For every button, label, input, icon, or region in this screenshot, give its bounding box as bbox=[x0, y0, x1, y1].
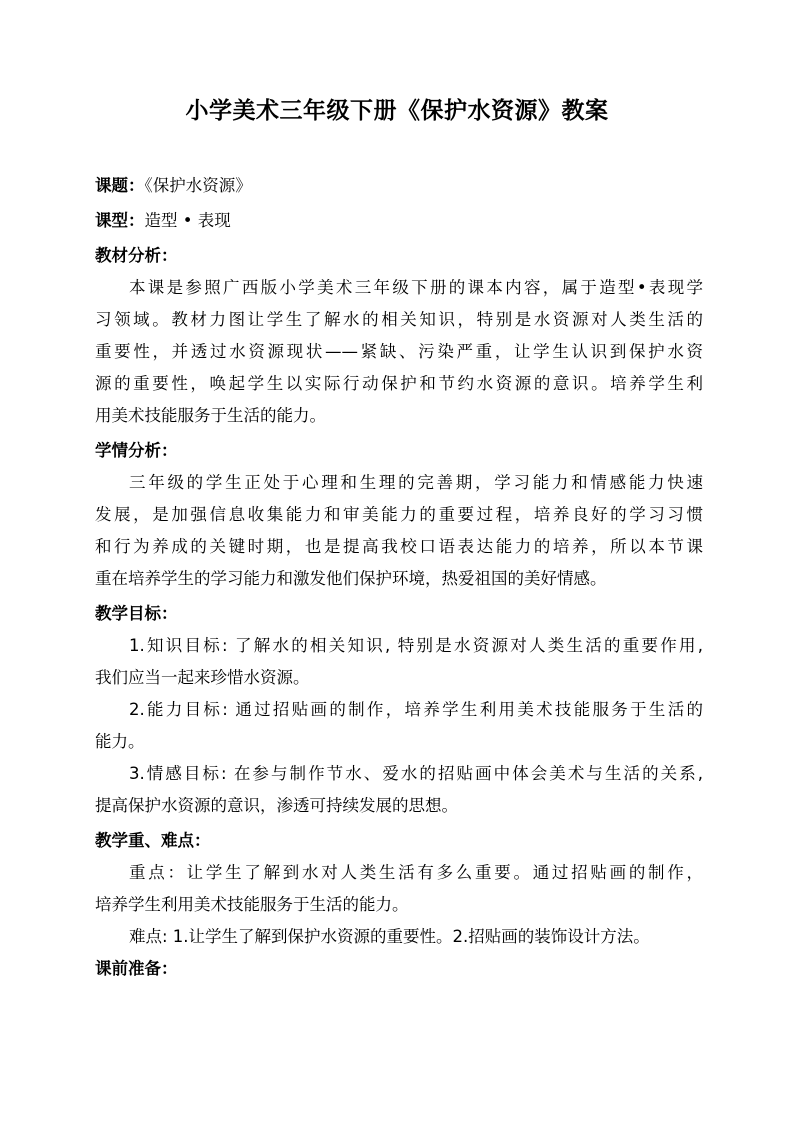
goal-line: 提高保护水资源的意识，渗透可持续发展的思想。 bbox=[95, 796, 458, 815]
key-line: 重点：让学生了解到水对人类生活有多么重要。通过招贴画的制作， bbox=[129, 863, 703, 882]
prep-heading: 课前准备： bbox=[95, 959, 178, 978]
type-value: 造型 • 表现 bbox=[144, 211, 231, 230]
key-heading: 教学重、难点： bbox=[95, 831, 211, 850]
difficulty-line: 难点: 1.让学生了解到保护水资源的重要性。2.招贴画的装饰设计方法。 bbox=[129, 927, 650, 946]
goal-line: 能力。 bbox=[95, 732, 145, 751]
learner-line: 重在培养学生的学习能力和激发他们保护环境，热爱祖国的美好情感。 bbox=[95, 569, 607, 588]
analysis-heading: 教材分析： bbox=[95, 246, 178, 265]
document-title: 小学美术三年级下册《保护水资源》教案 bbox=[185, 98, 609, 124]
analysis-line: 源的重要性，唤起学生以实际行动保护和节约水资源的意识。培养学生利 bbox=[95, 374, 703, 393]
learner-heading: 学情分析： bbox=[95, 441, 178, 460]
document-body bbox=[95, 170, 703, 985]
type-label: 课型： bbox=[95, 211, 145, 230]
learner-line: 三年级的学生正处于心理和生理的完善期，学习能力和情感能力快速 bbox=[129, 473, 703, 492]
goal-line: 2.能力目标: 通过招贴画的制作，培养学生利用美术技能服务于生活的 bbox=[129, 700, 703, 719]
subject-label: 课题： bbox=[95, 176, 145, 195]
analysis-line: 重要性，并透过水资源现状——紧缺、污染严重，让学生认识到保护水资 bbox=[95, 342, 703, 361]
goal-line: 我们应当一起来珍惜水资源。 bbox=[95, 668, 310, 687]
goal-line: 3.情感目标: 在参与制作节水、爱水的招贴画中体会美术与生活的关系, bbox=[129, 764, 703, 783]
analysis-line: 本课是参照广西版小学美术三年级下册的课本内容，属于造型•表现学 bbox=[129, 278, 703, 297]
subject-row bbox=[95, 170, 703, 202]
type-row bbox=[95, 205, 703, 237]
goals-heading: 教学目标： bbox=[95, 604, 178, 623]
learner-line: 发展，是加强信息收集能力和审美能力的重要过程，培养良好的学习习惯 bbox=[95, 505, 703, 524]
analysis-line: 习领域。教材力图让学生了解水的相关知识，特别是水资源对人类生活的 bbox=[95, 310, 703, 329]
key-line: 培养学生利用美术技能服务于生活的能力。 bbox=[95, 895, 409, 914]
goal-line: 1.知识目标: 了解水的相关知识, 特别是水资源对人类生活的重要作用, bbox=[129, 636, 703, 655]
subject-value: 《保护水资源》 bbox=[144, 176, 252, 195]
learner-line: 和行为养成的关键时期，也是提高我校口语表达能力的培养，所以本节课 bbox=[95, 537, 703, 556]
analysis-line: 用美术技能服务于生活的能力。 bbox=[95, 406, 326, 425]
